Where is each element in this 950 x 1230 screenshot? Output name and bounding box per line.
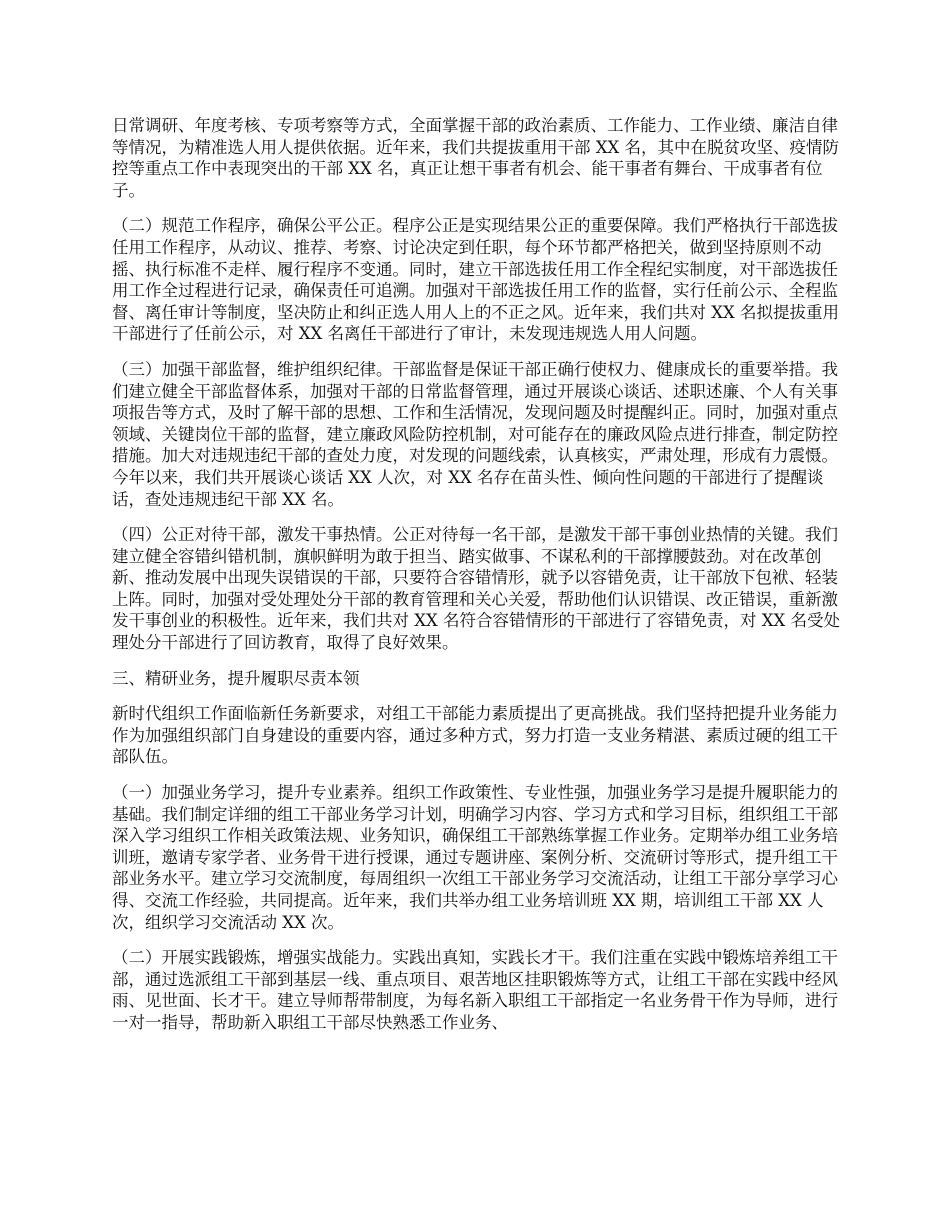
paragraph-3: （三）加强干部监督，维护组织纪律。干部监督是保证干部正确行使权力、健康成长的重要举措。我们建立健全干部监督体系，加强对干部的日常监督管理，通过开展谈心谈话、述职述廉、个人有关事项报告等方式，及时了解干部的思想、工作和生活情况，发现问题及时提醒纠正。同时，加强对重点领域、关键岗位干部的监督，建立廉政风险防控机制，对可能存在的廉政风险点进行排查，制定防控措施。加大对违规违纪干部的查处力度，对发现的问题线索，认真核实，严肃处理，形成有力震慑。今年以来，我们共开展谈心谈话 XX 人次，对 XX 名存在苗头性、倾向性问题的干部进行了提醒谈话，查处违规违纪干部 XX 名。 [112,359,838,509]
paragraph-6: （一）加强业务学习，提升专业素养。组织工作政策性、专业性强，加强业务学习是提升履职能力的基础。我们制定详细的组工干部业务学习计划，明确学习内容、学习方式和学习目标，组织组工干部深入学习组织工作相关政策法规、业务知识，确保组工干部熟练掌握工作业务。定期举办组工业务培训班，邀请专家学者、业务骨干进行授课，通过专题讲座、案例分析、交流研讨等形式，提升组工干部业务水平。建立学习交流制度，每周组织一次组工干部业务学习交流活动，让组工干部分享学习心得、交流工作经验，共同提高。近年来，我们共举办组工业务培训班 XX 期，培训组工干部 XX 人次，组织学习交流活动 XX 次。 [112,783,838,932]
paragraph-2: （二）规范工作程序，确保公平公正。程序公正是实现结果公正的重要保障。我们严格执行干部选拔任用工作程序，从动议、推荐、考察、讨论决定到任职，每个环节都严格把关，做到坚持原则不动摇、执行标准不走样、履行程序不变通。同时，建立干部选拔任用工作全程纪实制度，对干部选拔任用工作全过程进行记录，确保责任可追溯。加强对干部选拔任用工作的监督，实行任前公示、全程监督、离任审计等制度，坚决防止和纠正选人用人上的不正之风。近年来，我们共对 XX 名拟提拔重用干部进行了任前公示，对 XX 名离任干部进行了审计，未发现违规选人用人问题。 [112,216,839,344]
section-heading: 三、精研业务，提升履职尽责本领 [112,668,360,688]
paragraph-7: （二）开展实践锻炼，增强实战能力。实践出真知，实践长才干。我们注重在实践中锻炼培养组工干部，通过选派组工干部到基层一线、重点项目、艰苦地区挂职锻炼等方式，让组工干部在实践中经风雨、见世面、长才干。建立导师帮带制度，为每名新入职组工干部指定一名业务骨干作为导师，进行一对一指导，帮助新入职组工干部尽快熟悉工作业务、 [112,948,838,1032]
paragraph-1: 日常调研、年度考核、专项考察等方式，全面掌握干部的政治素质、工作能力、工作业绩、廉洁自律等情况，为精准选人用人提供依据。近年来，我们共提拔重用干部 XX 名，其中在脱贫攻坚、疫情防控等重点工作中表现突出的干部 XX 名，真正让想干事者有机会、能干事者有舞台、干成事者有位子。 [112,116,839,200]
paragraph-4: （四）公正对待干部，激发干事热情。公正对待每一名干部，是激发干部干事创业热情的关键。我们建立健全容错纠错机制，旗帜鲜明为敢于担当、踏实做事、不谋私利的干部撑腰鼓劲。对在改革创新、推动发展中出现失误错误的干部，只要符合容错情形，就予以容错免责，让干部放下包袱、轻装上阵。同时，加强对受处理处分干部的教育管理和关心关爱，帮助他们认识错误、改正错误，重新激发干事创业的积极性。近年来，我们共对 XX 名符合容错情形的干部进行了容错免责，对 XX 名受处理处分干部进行了回访教育，取得了良好效果。 [112,525,840,653]
paragraph-5: 新时代组织工作面临新任务新要求，对组工干部能力素质提出了更高挑战。我们坚持把提升业务能力作为加强组织部门自身建设的重要内容，通过多种方式，努力打造一支业务精湛、素质过硬的组工干部队伍。 [112,704,838,767]
document-body [112,115,852,1048]
